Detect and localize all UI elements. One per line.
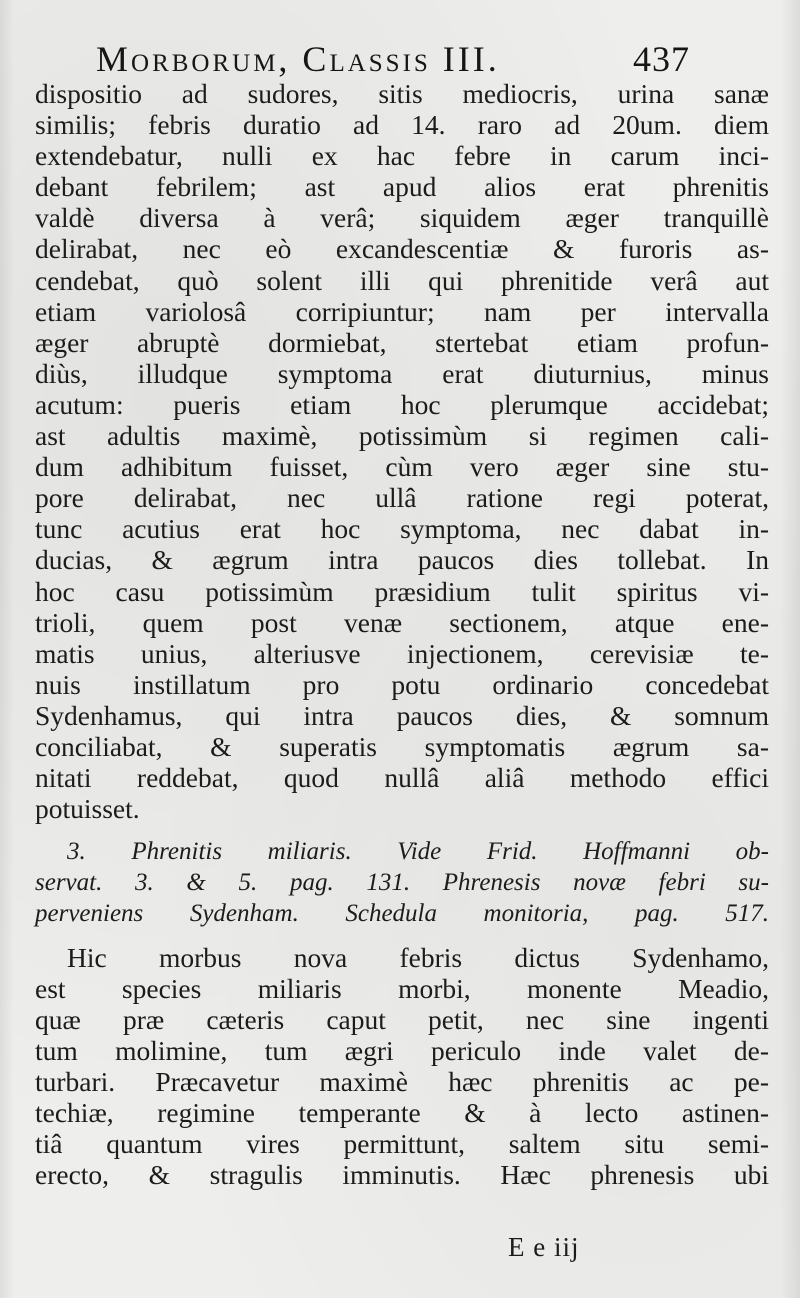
- text-line: conciliabat, & superatis symptomatis ægrum sa-: [35, 730, 769, 762]
- text-line: extendebatur, nulli ex hac febre in carum inci-: [35, 140, 769, 172]
- text-line: ducias, & ægrum intra paucos dies tollebat. In: [35, 544, 769, 576]
- text-line: dum adhibitum fuisset, cùm vero æger sine stu-: [35, 451, 769, 483]
- text-line: dispositio ad sudores, sitis mediocris, urina sanæ: [35, 78, 769, 109]
- text-line: debant febrilem; ast apud alios erat phrenitis: [35, 171, 769, 203]
- text-line: Hic morbus nova febris dictus Sydenhamo,: [67, 941, 769, 973]
- running-title: Morborum, Classis III.: [96, 39, 500, 79]
- text-line: nuis instillatum pro potu ordinario concedebat: [35, 668, 769, 700]
- text-line: tum molimine, tum ægri periculo inde valet de-: [35, 1034, 769, 1066]
- text-line: ast adultis maximè, potissimùm si regimen cali-: [35, 420, 769, 452]
- text-line: matis unius, alteriusve injectionem, cerevisiæ te-: [35, 637, 769, 669]
- text-line: pore delirabat, nec ullâ ratione regi poterat,: [35, 482, 769, 514]
- signature-mark: E e iij: [508, 1232, 580, 1262]
- heading-line: perveniens Sydenham. Schedula monitoria, pag. 517.: [35, 900, 769, 928]
- text-line: delirabat, nec eò excandescentiæ & furoris as-: [35, 233, 769, 265]
- text-line: potuisset.: [35, 793, 140, 825]
- text-line: erecto, & stragulis imminutis. Hæc phrenesis ubi: [35, 1159, 769, 1191]
- paragraph-gap: [35, 930, 769, 942]
- text-line: acutum: pueris etiam hoc plerumque accidebat;: [35, 388, 769, 420]
- text-line: valdè diversa à verâ; siquidem æger tranquillè: [35, 202, 769, 234]
- text-line: est species miliaris morbi, monente Meadio,: [35, 972, 769, 1004]
- text-line: cendebat, quò solent illi qui phrenitide verâ aut: [35, 264, 769, 296]
- text-line: trioli, quem post venæ sectionem, atque ene-: [35, 606, 769, 638]
- text-line: tunc acutius erat hoc symptoma, nec dabat in-: [35, 513, 769, 545]
- text-line: hoc casu potissimùm præsidium tulit spiritus vi-: [35, 575, 769, 607]
- text-line: etiam variolosâ corripiuntur; nam per intervalla: [35, 295, 769, 327]
- text-line: tiâ quantum vires permittunt, saltem situ semi-: [35, 1128, 769, 1160]
- text-line: Sydenhamus, qui intra paucos dies, & somnum: [35, 699, 769, 731]
- page-number: 437: [633, 39, 690, 79]
- paragraph-1: [35, 78, 769, 824]
- paragraph-gap: [35, 824, 769, 836]
- section-heading: [35, 836, 769, 929]
- text-line: diùs, illudque symptoma erat diuturnius, minus: [35, 357, 769, 389]
- body-text: [35, 78, 769, 1190]
- text-line: techiæ, regimine temperante & à lecto astinen-: [35, 1097, 769, 1128]
- heading-line: 3. Phrenitis miliaris. Vide Frid. Hoffmanni ob-: [67, 838, 769, 866]
- text-line: æger abruptè dormiebat, stertebat etiam profun-: [35, 326, 769, 358]
- text-line: nitati reddebat, quod nullâ aliâ methodo effici: [35, 762, 769, 794]
- text-line: turbari. Præcavetur maximè hæc phrenitis ac pe-: [35, 1065, 769, 1097]
- text-line: similis; febris duratio ad 14. raro ad 20um. diem: [35, 109, 769, 141]
- paragraph-2: [35, 942, 769, 1191]
- text-line: quæ præ cæteris caput petit, nec sine ingenti: [35, 1003, 769, 1035]
- heading-line: servat. 3. & 5. pag. 131. Phrenesis novæ febri su-: [35, 869, 769, 897]
